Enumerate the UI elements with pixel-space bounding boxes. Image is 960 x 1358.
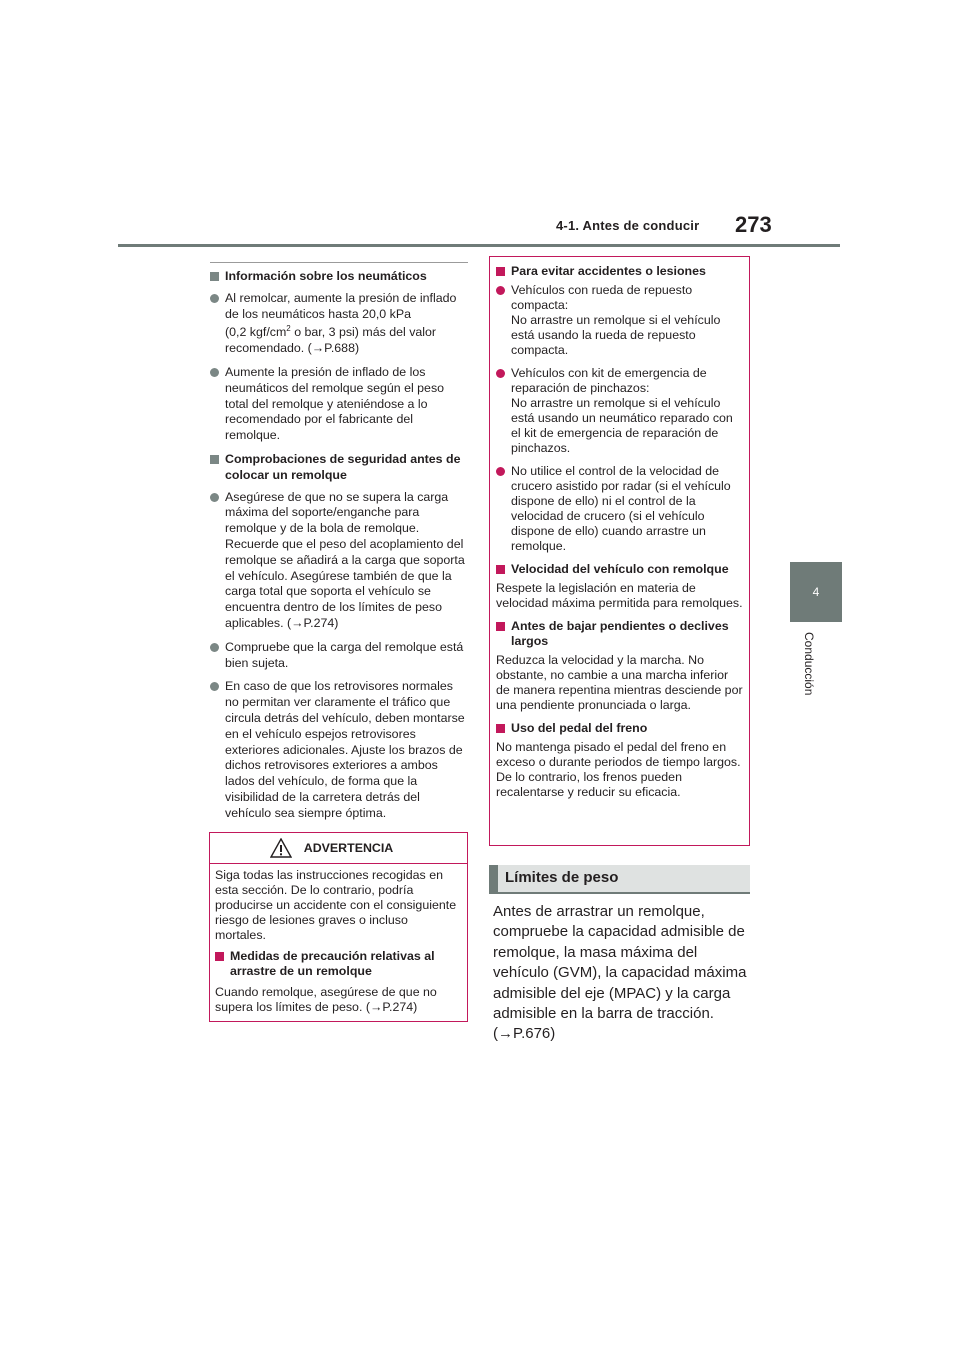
square-bullet-icon: [496, 565, 505, 574]
caution-heading-1: [496, 264, 743, 279]
square-bullet-icon: [210, 455, 219, 464]
chapter-tab[interactable]: 4: [790, 562, 842, 622]
warning-text: Cuando remolque, asegúrese de que no supera los límites de peso. (→P.274): [215, 985, 437, 1014]
round-bullet-icon: [210, 368, 219, 377]
tires-heading-text: Información sobre los neumáticos: [225, 269, 427, 283]
bullet-text: No arrastre un remolque si el vehículo está usando un neumático reparado con el kit de emergencia de reparación de pinchazos.: [511, 396, 733, 455]
list-item: [210, 490, 468, 632]
round-bullet-icon: [210, 682, 219, 691]
list-item: [210, 291, 468, 357]
caution-heading-text: Antes de bajar pendientes o declives largos: [511, 619, 729, 648]
list-item: [210, 679, 468, 821]
square-bullet-icon: [215, 952, 224, 961]
caution-heading-text: Velocidad del vehículo con remolque: [511, 562, 729, 576]
square-bullet-icon: [496, 267, 505, 276]
warning-box: [209, 832, 468, 1022]
list-item: [496, 366, 743, 456]
round-bullet-icon: [496, 286, 505, 295]
bullet-text: No utilice el control de la velocidad de crucero asistido por radar (si el vehículo dispone de ello) ni el control de la velocidad de crucero (si el vehículo dispone de ello) cuando arrastre un remolque.: [511, 464, 731, 553]
left-column: [210, 262, 468, 830]
caution-heading-text: Uso del pedal del freno: [511, 721, 648, 735]
warning-title: ADVERTENCIA: [303, 840, 394, 855]
bullet-text: Vehículos con kit de emergencia de reparación de pinchazos:: [511, 366, 707, 395]
caution-heading-3: [496, 619, 743, 649]
bullet-text: Compruebe que la carga del remolque está bien sujeta.: [225, 639, 464, 670]
square-bullet-icon: [496, 724, 505, 733]
square-bullet-icon: [210, 272, 219, 281]
chapter-label-text: Conducción: [802, 632, 816, 696]
weight-limits-title: Límites de peso: [505, 869, 619, 886]
bullet-text: En caso de que los retrovisores normales no permitan ver claramente el tráfico que circula detrás del vehículo, deben montarse en el vehículo espejos retrovisores exteriores adicionales. Ajuste los brazos de dichos retrovisores exteriores a ambos lados del vehículo, de forma que la visibilidad de la carretera detrás del vehículo sea siempre óptima.: [225, 679, 465, 820]
bullet-text: No arrastre un remolque si el vehículo está usando la rueda de repuesto compacta.: [511, 313, 721, 357]
bullet-text: Asegúrese de que no se supera la carga máxima del soporte/enganche para remolque y de la bola de remolque. Recuerde que el peso del acoplamiento del remolque se añadirá a la carga que soporta el vehículo. Asegúrese también de que la carga total que soporta el vehículo se encuentra dentro de los límites de peso aplicables. (→P.274): [225, 489, 465, 630]
weight-limits-heading: [489, 865, 750, 894]
list-item: [496, 464, 743, 554]
round-bullet-icon: [210, 643, 219, 652]
header-rule: [118, 244, 840, 247]
page-number: 273: [735, 212, 772, 237]
caution-text: Respete la legislación en materia de velocidad máxima permitida para remolques.: [496, 581, 743, 610]
warning-intro: Siga todas las instrucciones recogidas en esta sección. De lo contrario, podría producirse un accidente con el consiguiente riesgo de lesiones graves o incluso mortales.: [215, 868, 457, 942]
warning-triangle-icon: [270, 838, 292, 858]
bullet-text: Al remolcar, aumente la presión de inflado de los neumáticos hasta 20,0 kPa: [225, 290, 457, 321]
weight-limits-text: Antes de arrastrar un remolque, compruebe la capacidad admisible de remolque, la masa máxima del vehículo (GVM), la capacidad máxima admisible del eje (MPAC) y la carga admisible en la barra de tracción. (→P.676): [493, 903, 747, 1043]
round-bullet-icon: [496, 369, 505, 378]
safety-heading: [210, 452, 468, 484]
caution-text: De lo contrario, los frenos pueden recalentarse y reducir su eficacia.: [496, 770, 682, 799]
list-item: [496, 283, 743, 358]
warning-subheading: [215, 949, 462, 979]
warning-header: [210, 833, 467, 864]
round-bullet-icon: [210, 294, 219, 303]
caution-heading-4: [496, 721, 743, 736]
round-bullet-icon: [210, 493, 219, 502]
warning-subheading-text: Medidas de precaución relativas al arrastre de un remolque: [230, 949, 435, 978]
section-title: 4-1. Antes de conducir: [556, 218, 700, 233]
bullet-text: (0,2 kgf/$cm^2$ o bar, 3 psi) más del valor recomendado. (→P.688): [225, 324, 437, 356]
square-bullet-icon: [496, 622, 505, 631]
caution-box: [489, 256, 750, 846]
caution-text: No mantenga pisado el pedal del freno en exceso o durante periodos de tiempo largos.: [496, 740, 741, 769]
caution-heading-text: Para evitar accidentes o lesiones: [511, 264, 706, 278]
chapter-label: [786, 632, 846, 722]
section-marker: [489, 865, 498, 892]
round-bullet-icon: [496, 467, 505, 476]
list-item: [210, 365, 468, 444]
list-item: [210, 640, 468, 672]
column-divider: [210, 262, 468, 263]
caution-heading-2: [496, 562, 743, 577]
bullet-text: Aumente la presión de inflado de los neumáticos del remolque según el peso total del remolque y ateniéndose a lo recomendado por el fabricante del remolque.: [225, 364, 445, 443]
caution-text: Reduzca la velocidad y la marcha. No obstante, no cambie a una marcha inferior de manera repentina mientras desciende por una pendiente pronunciada o larga.: [496, 653, 743, 712]
tires-heading: [210, 269, 468, 285]
bullet-text: Vehículos con rueda de repuesto compacta:: [511, 283, 693, 312]
safety-heading-text: Comprobaciones de seguridad antes de colocar un remolque: [225, 451, 461, 482]
